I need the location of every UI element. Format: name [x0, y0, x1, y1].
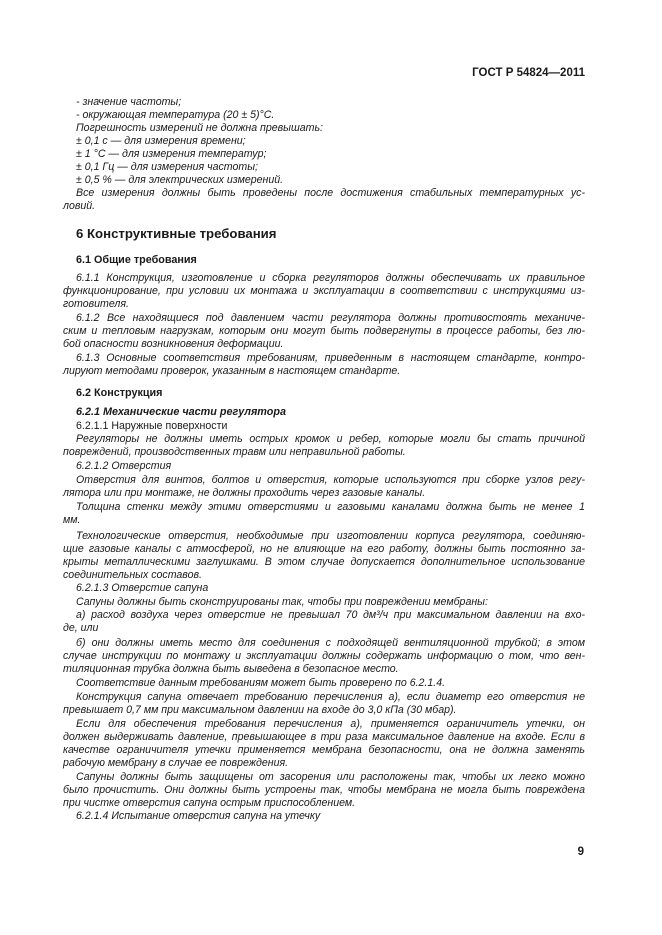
paragraph-line: тиляционная трубка должна быть выведена в безопасное место. — [63, 663, 399, 675]
paragraph-line: Толщина стенки между этими отверстиями и газовыми каналами должна быть не менее 1 — [76, 501, 585, 513]
intro-line: - значение частоты; — [76, 96, 182, 108]
page-number: 9 — [577, 846, 584, 858]
paragraph-line: Технологические отверстия, необходимые при изготовлении корпуса регулятора, соединяю- — [76, 530, 585, 542]
subsection-label: 6.2.1.3 Отверстие сапуна — [76, 582, 209, 594]
paragraph-line: Сапуны должны быть защищены от засорения или расположены так, чтобы их легко можно — [76, 771, 585, 783]
paragraph-line: качестве ограничителя утечки применяется мембрана безопасности, она не должна заменять — [63, 744, 585, 756]
intro-line: ловий. — [63, 200, 96, 212]
paragraph-line: 6.1.1 Конструкция, изготовление и сборка регуляторов должны обеспечивать их правильное — [76, 272, 585, 284]
standard-id-header: ГОСТ Р 54824—2011 — [472, 67, 585, 79]
paragraph-line: Конструкция сапуна отвечает требованию перечисления а), если диаметр его отверстия не — [76, 691, 585, 703]
intro-line: ± 0,1 с — для измерения времени; — [76, 135, 246, 147]
paragraph-line: де, или — [63, 622, 99, 634]
paragraph-line: крыты металлическими заглушками. В этом случае допускается дополнительное использование — [63, 556, 585, 568]
paragraph-line: бой опасности возникновения деформации. — [63, 338, 284, 350]
subsection-label: 6.2.1.1 Наружные поверхности — [76, 420, 228, 432]
paragraph-line: рабочую мембрану в случае ее повреждения. — [63, 757, 289, 769]
paragraph-line: превышает 0,7 мм при максимальном давлении на входе до 3,0 кПа (30 мбар). — [63, 704, 457, 716]
list-item-b: б) они должны иметь место для соединения с подходящей вентиляционной трубкой; в этом — [76, 637, 585, 649]
list-item-a: а) расход воздуха через отверстие не превышал 70 дм³/ч при максимальном давлении на вхо- — [76, 609, 585, 621]
paragraph-line: было прочистить. Они должны быть устроены так, чтобы мембрана не могла быть повреждена — [63, 784, 585, 796]
paragraph-line: ским и тепловым нагрузкам, которым они могут быть подвергнуты в процессе работы, без лю- — [63, 325, 585, 337]
paragraph-line: функционирование, при условии их монтажа и эксплуатации в соответствии с инструкциями из- — [63, 285, 585, 297]
paragraph-line: лятора или при монтаже, не должны проходить через газовые каналы. — [63, 487, 426, 499]
paragraph-line: 6.1.2 Все находящиеся под давлением части регулятора должны противостоять механиче- — [76, 312, 585, 324]
section-6-1-title: 6.1 Общие требования — [76, 254, 197, 266]
paragraph-line: щие газовые каналы с атмосферой, но не влияющие на его работу, должны быть постоянно за- — [63, 543, 585, 555]
paragraph-line: должен выдерживать давление, превышающее в три раза максимальное давление на входе. Если в — [63, 731, 585, 743]
paragraph-line: готовителя. — [63, 298, 129, 310]
paragraph-line: Соответствие данным требованиям может быть проверено по 6.2.1.4. — [76, 677, 446, 689]
intro-line: Все измерения должны быть проведены после достижения стабильных температурных ус- — [76, 187, 585, 199]
intro-line: ± 0,5 % — для электрических измерений. — [76, 174, 284, 186]
section-6-title: 6 Конструктивные требования — [76, 226, 277, 241]
intro-line: ± 0,1 Гц — для измерения частоты; — [76, 161, 258, 173]
intro-line: ± 1 °С — для измерения температур; — [76, 148, 267, 160]
paragraph-line: Отверстия для винтов, болтов и отверстия, которые используются при сборке узлов регу- — [76, 474, 585, 486]
paragraph-line: случае инструкции по монтажу и эксплуатации должны содержать информацию о том, что вен- — [63, 650, 585, 662]
paragraph-line: Если для обеспечения требования перечисления а), применяется ограничитель утечки, он — [76, 718, 585, 730]
paragraph-line: мм. — [63, 514, 81, 526]
subsection-label: 6.2.1.2 Отверстия — [76, 460, 172, 472]
paragraph-line: при чистке отверстия сапуна острым приспособлением. — [63, 797, 356, 809]
section-6-2-1-title: 6.2.1 Механические части регулятора — [76, 406, 286, 418]
intro-line: - окружающая температура (20 ± 5)°С. — [76, 109, 275, 121]
paragraph-line: 6.1.3 Основные соответствия требованиям, приведенным в настоящем стандарте, контро- — [76, 352, 585, 364]
paragraph-line: Сапуны должны быть сконструированы так, чтобы при повреждении мембраны: — [76, 596, 488, 608]
subsection-label: 6.2.1.4 Испытание отверстия сапуна на утечку — [76, 810, 321, 822]
paragraph-line: лируют методами проверок, указанным в настоящем стандарте. — [63, 365, 401, 377]
section-6-2-title: 6.2 Конструкция — [76, 387, 163, 399]
paragraph-line: повреждений, производственных травм или неправильной работы. — [63, 446, 406, 458]
paragraph-line: Регуляторы не должны иметь острых кромок и ребер, которые могли бы стать причиной — [76, 433, 585, 445]
intro-line: Погрешность измерений не должна превышать: — [76, 122, 323, 134]
paragraph-line: соединительных составов. — [63, 569, 202, 581]
